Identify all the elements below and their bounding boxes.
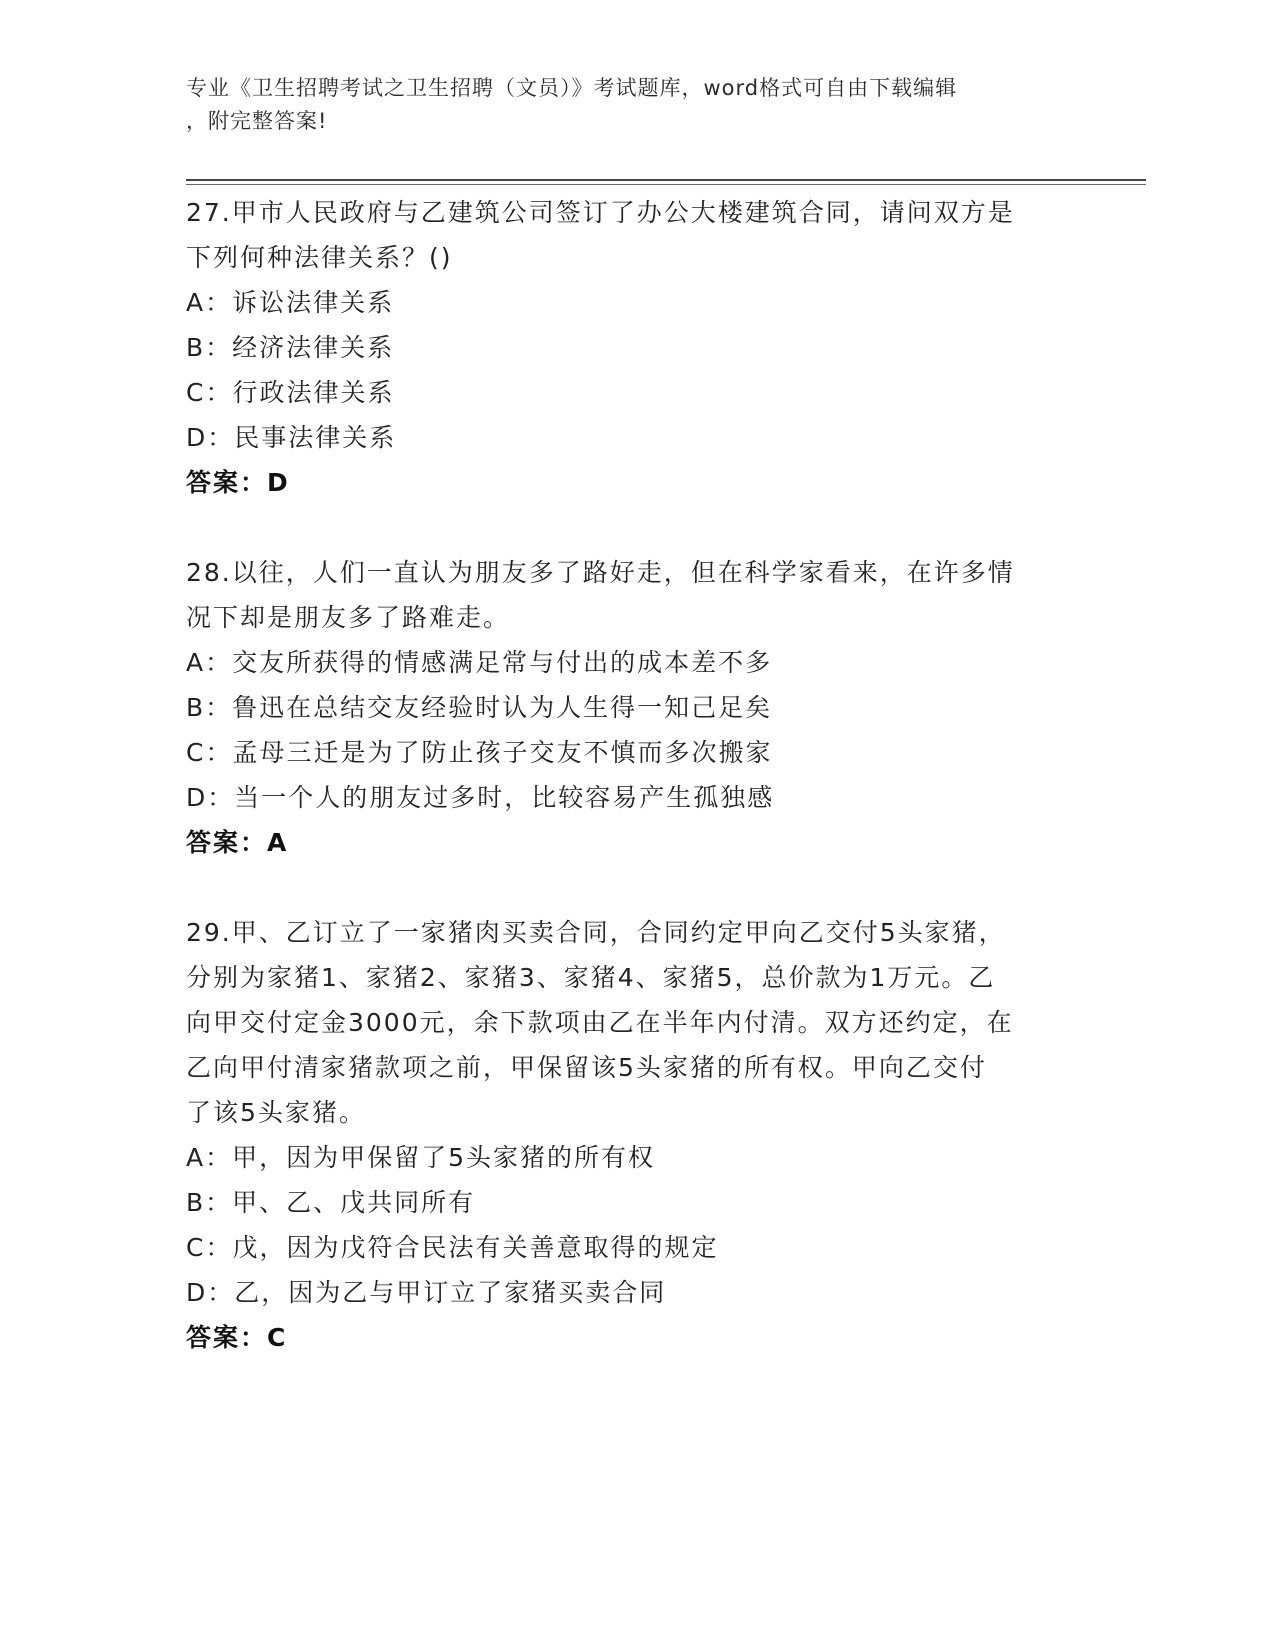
question-stem-line: 28.以往，人们一直认为朋友多了路好走，但在科学家看来，在许多情 — [186, 558, 1015, 587]
question-stem-line: 29.甲、乙订立了一家猪肉买卖合同，合同约定甲向乙交付5头家猪， — [186, 918, 1006, 947]
header-line-1: 专业《卫生招聘考试之卫生招聘（文员）》考试题库，word格式可自由下载编辑 — [186, 76, 958, 100]
spacer — [186, 505, 1086, 550]
answer-label: 答案：A — [186, 828, 289, 857]
option-b: B：经济法律关系 — [186, 333, 395, 362]
option-d: D：乙，因为乙与甲订立了家猪买卖合同 — [186, 1278, 667, 1307]
document-header — [186, 72, 1086, 138]
option-c: C：孟母三迁是为了防止孩子交友不慎而多次搬家 — [186, 738, 773, 767]
option-d: D：民事法律关系 — [186, 423, 397, 452]
option-d: D：当一个人的朋友过多时，比较容易产生孤独感 — [186, 783, 775, 812]
question-stem-line: 27.甲市人民政府与乙建筑公司签订了办公大楼建筑合同，请问双方是 — [186, 198, 1015, 227]
answer-label: 答案：D — [186, 468, 290, 497]
question-27 — [186, 190, 1086, 505]
option-a: A：甲，因为甲保留了5头家猪的所有权 — [186, 1143, 656, 1172]
header-line-2: ，附完整答案! — [186, 109, 328, 133]
question-stem-line: 乙向甲付清家猪款项之前，甲保留该5头家猪的所有权。甲向乙交付 — [186, 1053, 987, 1082]
option-c: C：戊，因为戊符合民法有关善意取得的规定 — [186, 1233, 719, 1262]
option-a: A：诉讼法律关系 — [186, 288, 395, 317]
answer-label: 答案：C — [186, 1323, 288, 1352]
option-b: B：甲、乙、戊共同所有 — [186, 1188, 476, 1217]
question-stem-line: 向甲交付定金3000元，余下款项由乙在半年内付清。双方还约定，在 — [186, 1008, 1014, 1037]
question-stem-line: 分别为家猪1、家猪2、家猪3、家猪4、家猪5，总价款为1万元。乙 — [186, 963, 996, 992]
header-divider-thin — [186, 184, 1146, 185]
spacer — [186, 865, 1086, 910]
option-b: B：鲁迅在总结交友经验时认为人生得一知己足矣 — [186, 693, 773, 722]
header-divider-thick — [186, 179, 1146, 181]
question-stem-line: 了该5头家猪。 — [186, 1098, 366, 1127]
question-stem-line: 况下却是朋友多了路难走。 — [186, 603, 511, 632]
question-stem-line: 下列何种法律关系？() — [186, 243, 453, 272]
question-29 — [186, 910, 1086, 1360]
option-a: A：交友所获得的情感满足常与付出的成本差不多 — [186, 648, 773, 677]
question-28 — [186, 550, 1086, 865]
question-list — [186, 190, 1086, 1360]
option-c: C：行政法律关系 — [186, 378, 395, 407]
